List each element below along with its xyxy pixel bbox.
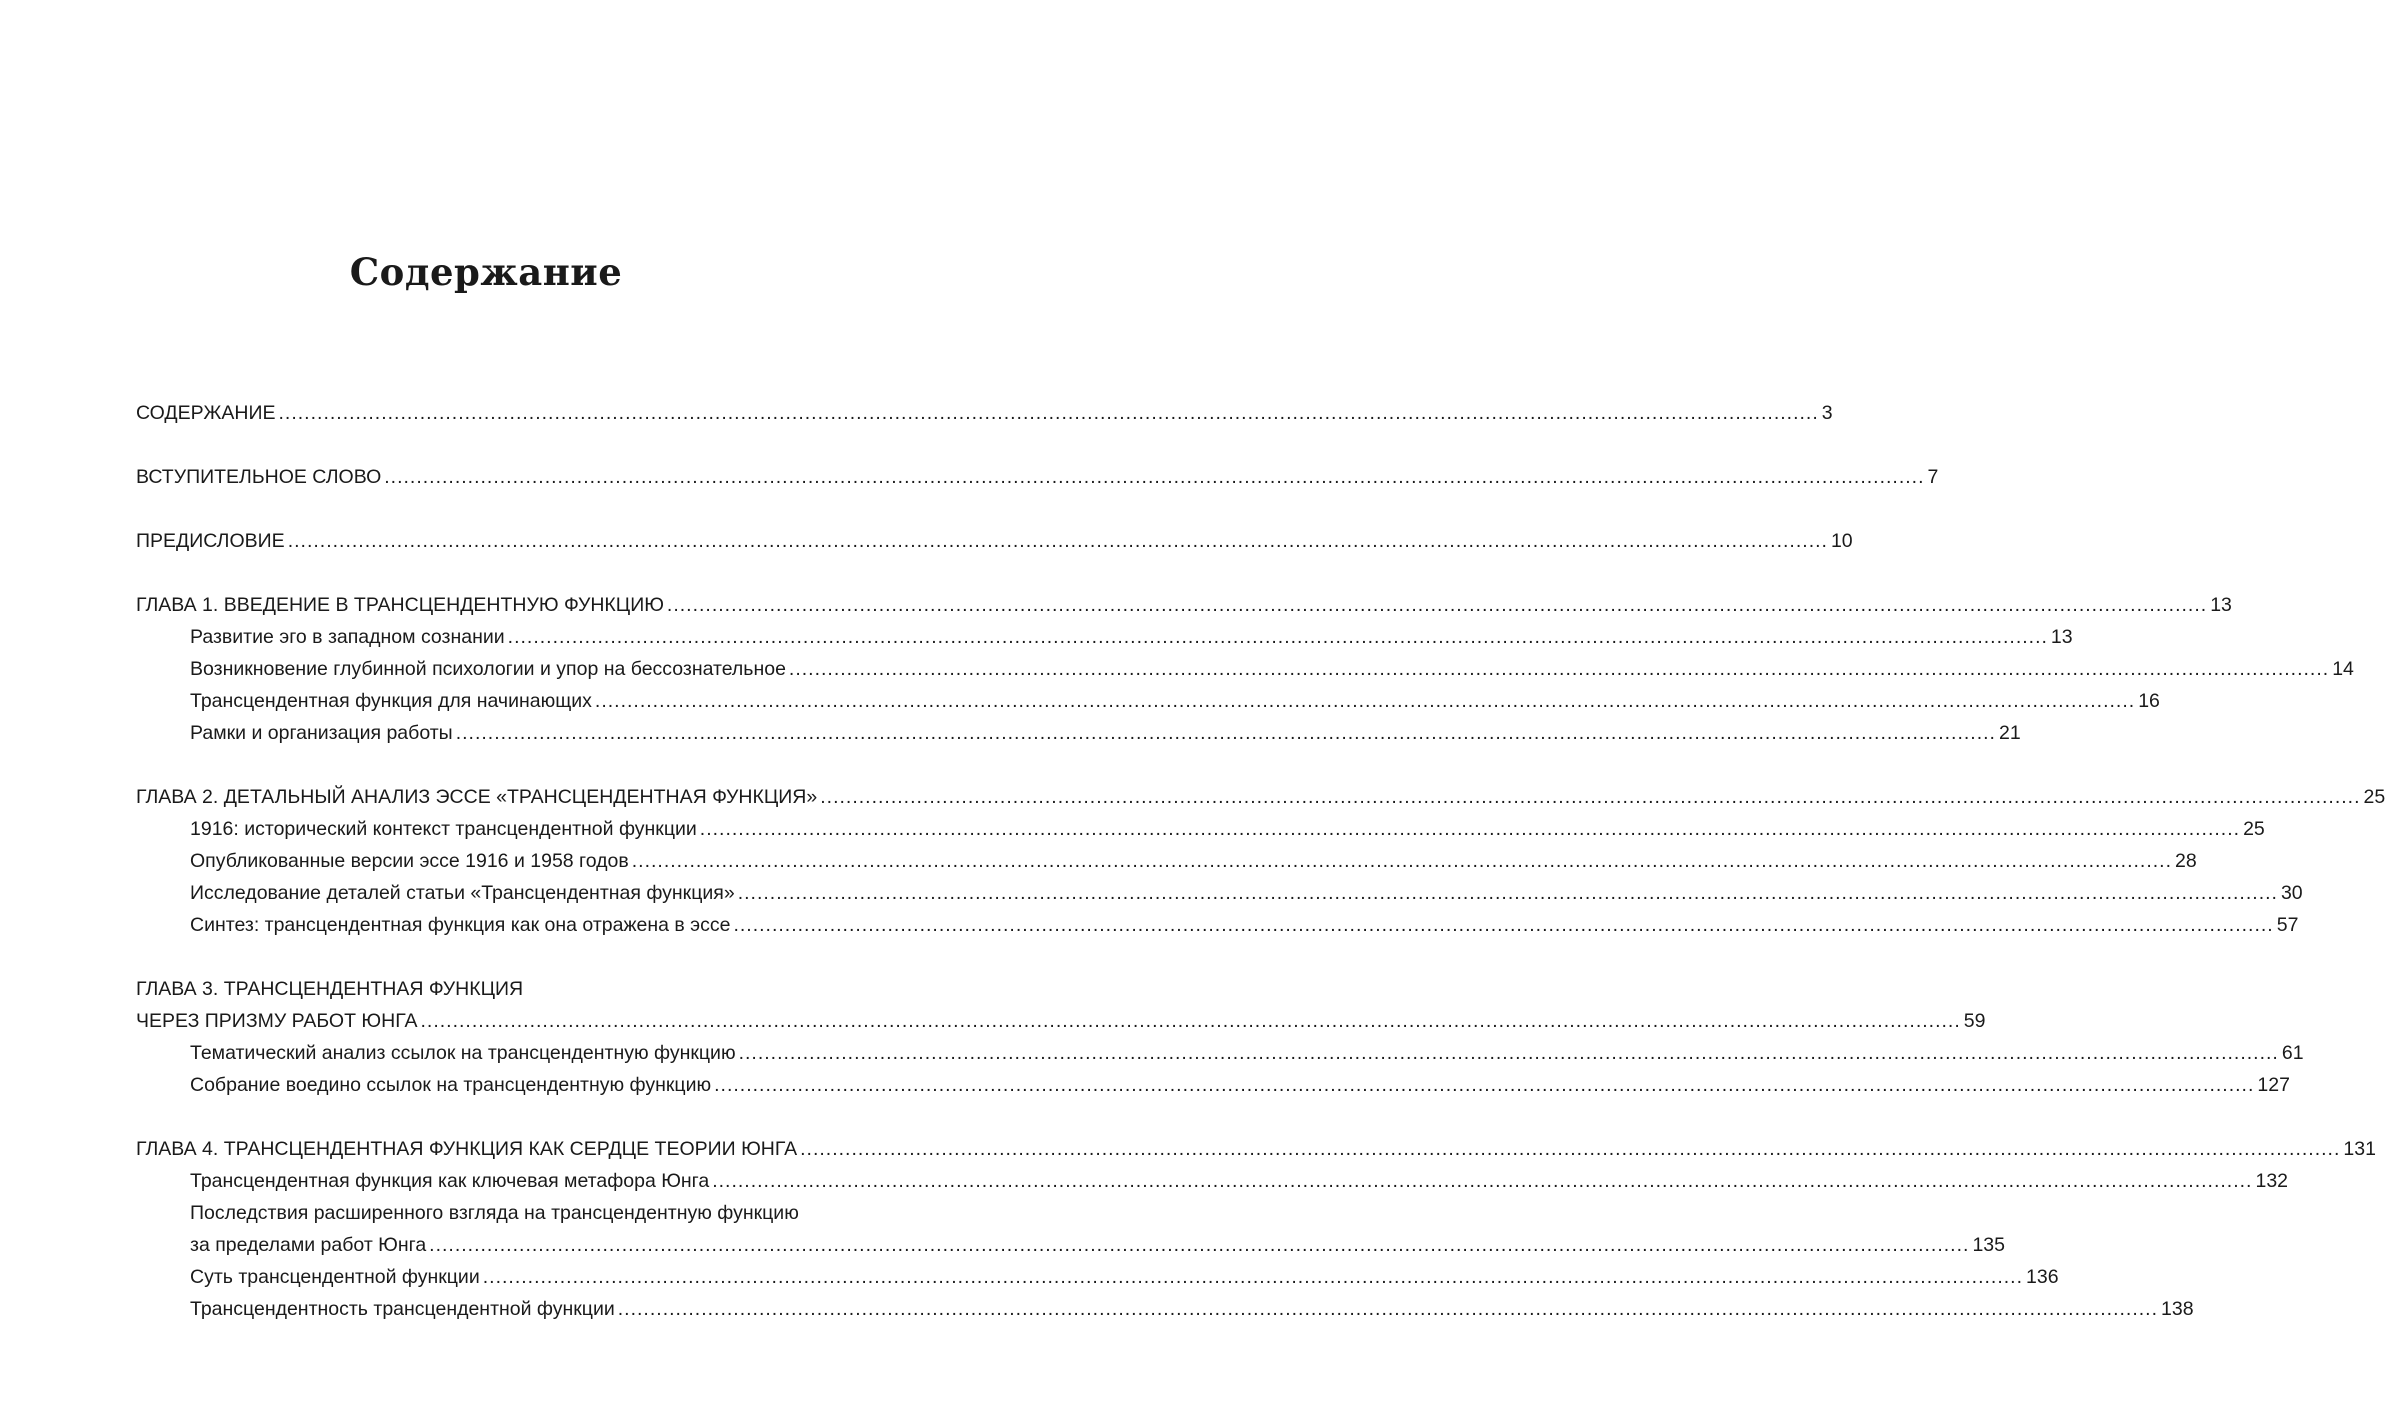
leader-dots bbox=[618, 1294, 2158, 1324]
toc-entry-label: ГЛАВА 4. ТРАНСЦЕНДЕНТНАЯ ФУНКЦИЯ КАК СЕРДЦЕ ТЕОРИИ ЮНГА bbox=[136, 1138, 798, 1160]
toc-entry-label: Опубликованные версии эссе 1916 и 1958 годов bbox=[190, 850, 629, 872]
toc-chapter-3 bbox=[136, 1006, 1986, 1036]
leader-dots bbox=[667, 590, 2207, 620]
leader-dots bbox=[595, 686, 2135, 716]
toc-subentry bbox=[190, 846, 2197, 876]
leader-dots bbox=[508, 622, 2048, 652]
toc-entry-label: ГЛАВА 1. ВВЕДЕНИЕ В ТРАНСЦЕНДЕНТНУЮ ФУНКЦИЮ bbox=[136, 594, 664, 616]
toc-subentry bbox=[190, 1262, 2059, 1292]
leader-dots bbox=[789, 654, 2329, 684]
toc-entry-introductory-word bbox=[136, 462, 1939, 492]
toc-entry-label: Развитие эго в западном сознании bbox=[190, 626, 505, 648]
toc-entry-page: 14 bbox=[2332, 658, 2354, 680]
leader-dots bbox=[288, 526, 1828, 556]
toc-subentry bbox=[190, 1070, 2290, 1100]
toc-entry-label: Суть трансцендентной функции bbox=[190, 1266, 480, 1288]
toc-entry-page: 57 bbox=[2276, 914, 2299, 936]
toc-subentry bbox=[190, 1230, 2005, 1260]
toc-entry-label: ЧЕРЕЗ ПРИЗМУ РАБОТ ЮНГА bbox=[136, 1010, 418, 1032]
leader-dots bbox=[384, 462, 1924, 492]
toc-entry-page: 21 bbox=[1998, 722, 2021, 744]
toc-subentry bbox=[190, 1038, 2304, 1068]
leader-dots bbox=[279, 398, 1819, 428]
toc-entry-label: Трансцендентность трансцендентной функции bbox=[190, 1298, 615, 1320]
toc-entry-page: 16 bbox=[2138, 690, 2160, 712]
toc-entry-page: 131 bbox=[2343, 1138, 2376, 1160]
toc-entry-contents bbox=[136, 398, 1833, 428]
leader-dots bbox=[429, 1230, 1969, 1260]
toc-subentry bbox=[190, 1294, 2194, 1324]
toc-entry-page: 25 bbox=[2243, 818, 2265, 840]
toc-entry-page: 132 bbox=[2255, 1170, 2289, 1192]
toc-subentry-continued: Последствия расширенного взгляда на трансцендентную функцию bbox=[190, 1202, 799, 1224]
toc-entry-label: Трансцендентная функция для начинающих bbox=[190, 690, 592, 712]
page-title: Содержание bbox=[349, 250, 623, 294]
toc-entry-label: за пределами работ Юнга bbox=[190, 1234, 427, 1256]
toc-subentry bbox=[190, 622, 2073, 652]
toc-entry-page: 10 bbox=[1830, 530, 1853, 552]
toc-entry-label: Трансцендентная функция как ключевая метафора Юнга bbox=[190, 1170, 710, 1192]
toc-entry-page: 28 bbox=[2175, 850, 2197, 872]
toc-entry-label: Рамки и организация работы bbox=[190, 722, 453, 744]
toc-entry-page: 7 bbox=[1927, 466, 1939, 488]
leader-dots bbox=[733, 910, 2273, 940]
toc-entry-label: 1916: исторический контекст трансцендентной функции bbox=[190, 818, 697, 840]
leader-dots bbox=[483, 1262, 2023, 1292]
toc-entry-page: 13 bbox=[2210, 594, 2232, 616]
leader-dots bbox=[739, 1038, 2279, 1068]
toc-entry-label: ГЛАВА 2. ДЕТАЛЬНЫЙ АНАЛИЗ ЭССЕ «ТРАНСЦЕНДЕНТНАЯ ФУНКЦИЯ» bbox=[136, 786, 818, 808]
toc-entry-page: 61 bbox=[2281, 1042, 2304, 1064]
toc-entry-preface bbox=[136, 526, 1853, 556]
toc-subentry bbox=[190, 654, 2354, 684]
toc-entry-label: ВСТУПИТЕЛЬНОЕ СЛОВО bbox=[136, 466, 382, 488]
toc-subentry bbox=[190, 878, 2303, 908]
toc-subentry bbox=[190, 1166, 2289, 1196]
toc-chapter-3-title: ГЛАВА 3. ТРАНСЦЕНДЕНТНАЯ ФУНКЦИЯ bbox=[136, 978, 524, 1000]
toc-entry-label: Возникновение глубинной психологии и упор на бессознательное bbox=[190, 658, 786, 680]
toc-entry-page: 3 bbox=[1821, 402, 1833, 424]
toc-entry-label: ПРЕДИСЛОВИЕ bbox=[136, 530, 285, 552]
toc-entry-label: Собрание воедино ссылок на трансцендентную функцию bbox=[190, 1074, 712, 1096]
toc-entry-page: 25 bbox=[2363, 786, 2385, 808]
toc-entry-label: Тематический анализ ссылок на трансцендентную функцию bbox=[190, 1042, 736, 1064]
leader-dots bbox=[800, 1134, 2340, 1164]
leader-dots bbox=[700, 814, 2240, 844]
toc-entry-page: 135 bbox=[1972, 1234, 2005, 1256]
toc-subentry bbox=[190, 814, 2265, 844]
leader-dots bbox=[714, 1070, 2254, 1100]
toc-entry-label: СОДЕРЖАНИЕ bbox=[136, 402, 276, 424]
toc-entry-page: 136 bbox=[2026, 1266, 2059, 1288]
leader-dots bbox=[632, 846, 2172, 876]
toc-subentry bbox=[190, 718, 2021, 748]
toc-chapter-2 bbox=[136, 782, 2385, 812]
leader-dots bbox=[420, 1006, 1960, 1036]
toc-subentry bbox=[190, 686, 2160, 716]
toc-entry-page: 127 bbox=[2257, 1074, 2290, 1096]
toc-chapter-1 bbox=[136, 590, 2232, 620]
toc-entry-page: 138 bbox=[2161, 1298, 2194, 1320]
leader-dots bbox=[456, 718, 1996, 748]
toc-entry-page: 30 bbox=[2280, 882, 2303, 904]
leader-dots bbox=[820, 782, 2360, 812]
toc-entry-page: 13 bbox=[2050, 626, 2073, 648]
toc-subentry bbox=[190, 910, 2299, 940]
leader-dots bbox=[712, 1166, 2252, 1196]
leader-dots bbox=[738, 878, 2278, 908]
toc-entry-page: 59 bbox=[1963, 1010, 1986, 1032]
toc-entry-label: Исследование деталей статьи «Трансцендентная функция» bbox=[190, 882, 735, 904]
toc-entry-label: Синтез: трансцендентная функция как она отражена в эссе bbox=[190, 914, 731, 936]
toc-chapter-4 bbox=[136, 1134, 2376, 1164]
